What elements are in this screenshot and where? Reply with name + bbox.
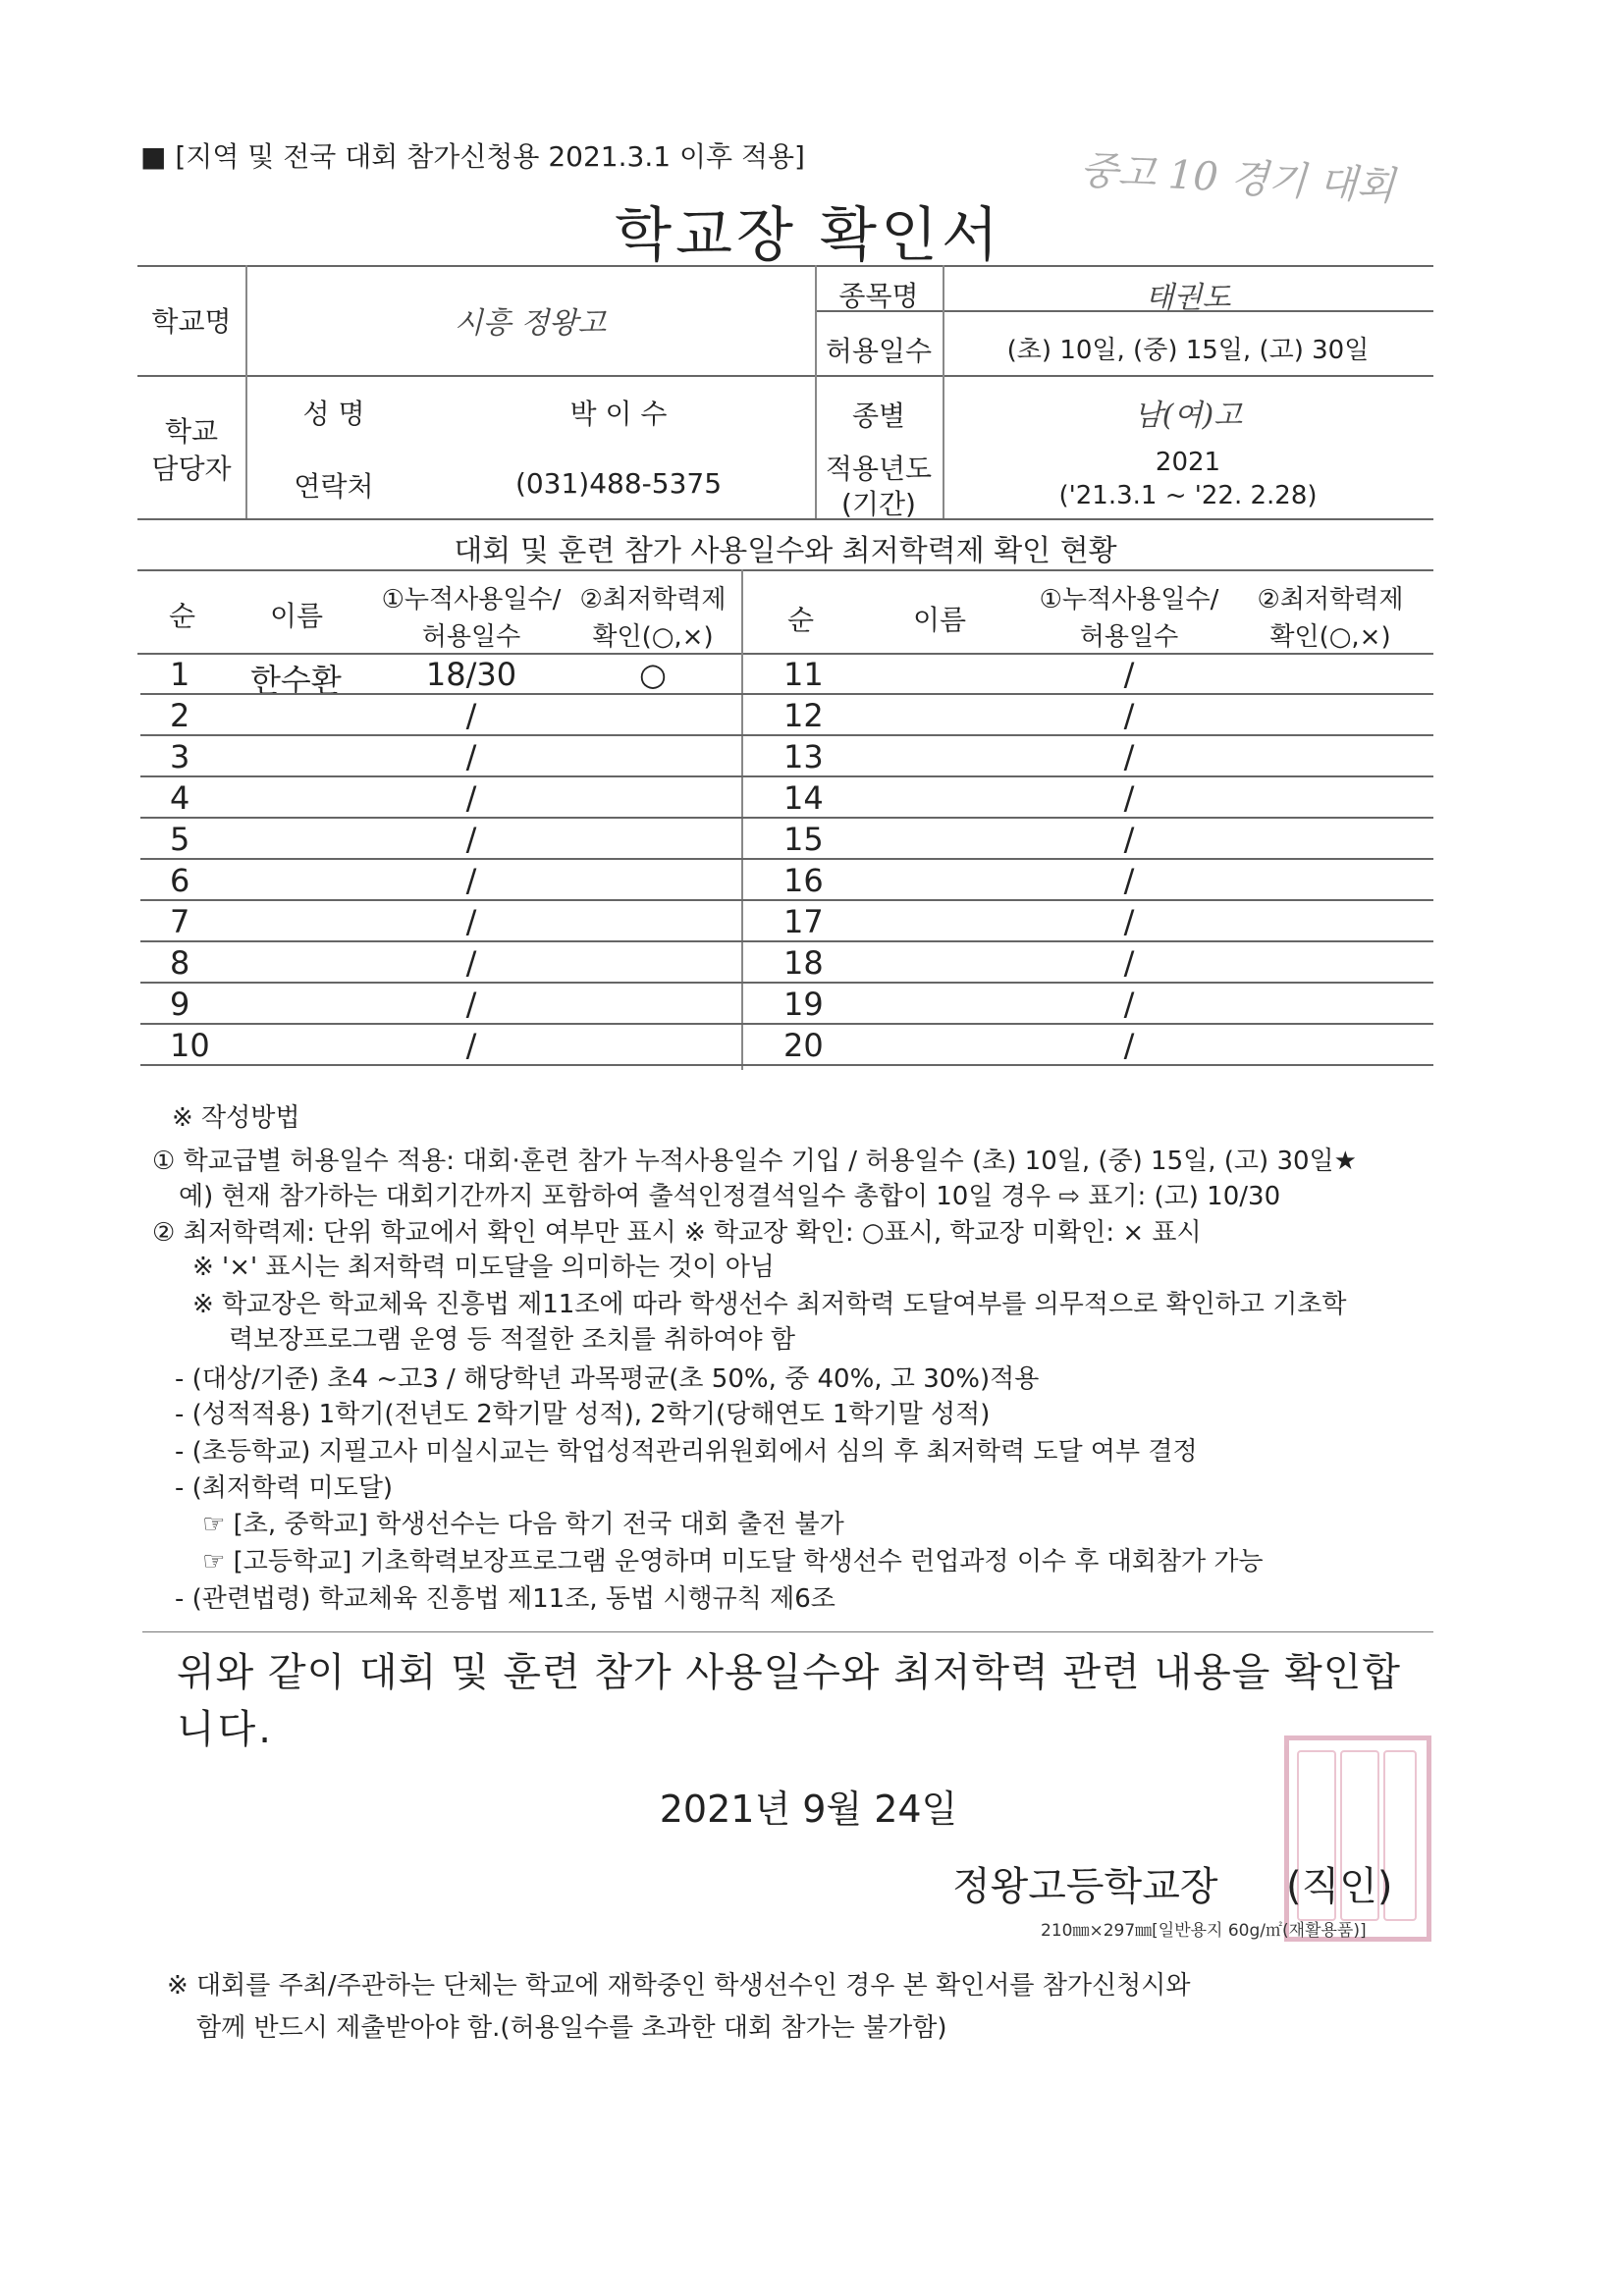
note-line: - (관련법령) 학교체육 진흥법 제11조, 동법 시행규칙 제6조 bbox=[175, 1584, 835, 1614]
table-row bbox=[140, 860, 1433, 901]
confirm-top-rule bbox=[142, 1631, 1433, 1632]
row-no: 13 bbox=[783, 738, 824, 775]
row-no: 7 bbox=[170, 903, 190, 940]
note-line: 예) 현재 참가하는 대회기간까지 포함하여 출석인정결석일수 총합이 10일 경우 ⇨ 표기: (고) 10/30 bbox=[179, 1182, 1281, 1211]
contact-label: 연락처 bbox=[294, 470, 374, 503]
handwritten-note: 중고 10 경기 대회 bbox=[1078, 147, 1396, 210]
row-used: / bbox=[1123, 862, 1135, 899]
note-line: - (최저학력 미도달) bbox=[175, 1473, 394, 1503]
row-used: / bbox=[465, 862, 477, 899]
status-table-top-rule bbox=[137, 569, 1433, 571]
manager-label-2: 담당자 bbox=[151, 453, 232, 485]
confirm-date: 2021년 9월 24일 bbox=[659, 1788, 958, 1831]
row-no: 14 bbox=[783, 779, 824, 817]
header-no-left: 순 bbox=[169, 600, 196, 632]
seal-label: (직인) bbox=[1286, 1864, 1393, 1909]
note-line: ※ 학교장은 학교체육 진흥법 제11조에 따라 학생선수 최저학력 도달여부를 의무적으로 확인하고 기초학 bbox=[192, 1290, 1347, 1319]
row-used: / bbox=[465, 697, 477, 734]
row-used: / bbox=[1123, 986, 1135, 1023]
row-no: 8 bbox=[170, 944, 190, 982]
school-label: 학교명 bbox=[151, 305, 232, 338]
table-row bbox=[140, 1025, 1433, 1066]
row-check: ○ bbox=[639, 656, 667, 693]
contact-value: (031)488-5375 bbox=[514, 467, 723, 500]
note-line: - (성적적용) 1학기(전년도 2학기말 성적), 2학기(당해연도 1학기말 성적) bbox=[175, 1400, 991, 1429]
row-no: 5 bbox=[170, 821, 190, 858]
row-used: / bbox=[1123, 903, 1135, 940]
row-used: / bbox=[465, 1027, 477, 1064]
event-value: 태권도 bbox=[1145, 281, 1231, 315]
row-no: 2 bbox=[170, 697, 190, 734]
note-line: - (대상/기준) 초4 ~고3 / 해당학년 과목평균(초 50%, 중 40%, 고 30%)적용 bbox=[175, 1364, 1040, 1394]
header-used-right-1: ①누적사용일수/ bbox=[1039, 585, 1219, 614]
row-used: / bbox=[465, 944, 477, 982]
table-row bbox=[140, 695, 1433, 736]
table-row bbox=[140, 736, 1433, 777]
row-used: 18/30 bbox=[425, 656, 517, 693]
row-no: 6 bbox=[170, 862, 190, 899]
year-value: 2021 bbox=[1155, 448, 1221, 477]
table-row bbox=[140, 777, 1433, 819]
row-used: / bbox=[1123, 738, 1135, 775]
table-row bbox=[140, 942, 1433, 984]
row-no: 1 bbox=[170, 656, 190, 693]
row-no: 18 bbox=[783, 944, 824, 982]
manager-label-1: 학교 bbox=[164, 415, 219, 448]
header-check-right-1: ②최저학력제 bbox=[1257, 585, 1404, 614]
row-no: 12 bbox=[783, 697, 824, 734]
row-used: / bbox=[1123, 944, 1135, 982]
note-line: ② 최저학력제: 단위 학교에서 확인 여부만 표시 ※ 학교장 확인: ○표시, 학교장 미확인: × 표시 bbox=[152, 1218, 1202, 1248]
header-check-left-1: ②최저학력제 bbox=[579, 585, 727, 614]
page-title: 학교장 확인서 bbox=[615, 201, 1002, 270]
header-used-right-2: 허용일수 bbox=[1079, 622, 1179, 652]
row-used: / bbox=[465, 779, 477, 817]
note-line: ☞ [고등학교] 기초학력보장프로그램 운영하며 미도달 학생선수 런업과정 이수 후 대회참가 가능 bbox=[202, 1547, 1264, 1576]
days-label: 허용일수 bbox=[825, 335, 933, 367]
table-row bbox=[140, 984, 1433, 1025]
row-no: 3 bbox=[170, 738, 190, 775]
row-no: 19 bbox=[783, 986, 824, 1023]
name-label: 성 명 bbox=[302, 398, 365, 430]
gender-value: 남(여)고 bbox=[1133, 399, 1243, 433]
table-row bbox=[140, 654, 1433, 699]
note-line: ※ '×' 표시는 최저학력 미도달을 의미하는 것이 아님 bbox=[192, 1253, 775, 1282]
row-no: 16 bbox=[783, 862, 824, 899]
row-used: / bbox=[1123, 697, 1135, 734]
row-used: / bbox=[1123, 821, 1135, 858]
row-no: 9 bbox=[170, 986, 190, 1023]
year-label-2: (기간) bbox=[841, 488, 916, 520]
event-label: 종목명 bbox=[838, 280, 919, 312]
table-row bbox=[140, 819, 1433, 860]
confirm-line-1: 위와 같이 대회 및 훈련 참가 사용일수와 최저학력 관련 내용을 확인합 bbox=[177, 1650, 1402, 1695]
table-row bbox=[140, 901, 1433, 942]
row-used: / bbox=[465, 738, 477, 775]
year-label-1: 적용년도 bbox=[825, 453, 933, 485]
note-line: ① 학교급별 허용일수 적용: 대회·훈련 참가 누적사용일수 기입 / 허용일수 (초) 10일, (중) 15일, (고) 30일★ bbox=[152, 1147, 1357, 1176]
footer-note-1: ※ 대회를 주최/주관하는 단체는 학교에 재학중인 학생선수인 경우 본 확인서를 참가신청시와 bbox=[167, 1971, 1191, 2001]
confirm-line-2: 니다. bbox=[177, 1707, 274, 1752]
gender-label: 종별 bbox=[851, 400, 906, 432]
paper-spec: 210㎜×297㎜[일반용지 60g/㎡(재활용품)] bbox=[1041, 1921, 1367, 1941]
row-used: / bbox=[1123, 656, 1135, 693]
note-line: ※ 작성방법 bbox=[172, 1103, 300, 1133]
header-no-right: 순 bbox=[787, 604, 815, 636]
footer-note-2: 함께 반드시 제출받아야 함.(허용일수를 초과한 대회 참가는 불가함) bbox=[196, 2013, 947, 2043]
header-check-right-2: 확인(○,×) bbox=[1269, 622, 1391, 652]
row-no: 10 bbox=[170, 1027, 210, 1064]
signer-name: 정왕고등학교장 bbox=[952, 1864, 1218, 1909]
row-no: 11 bbox=[783, 656, 824, 693]
period-value: ('21.3.1 ~ '22. 2.28) bbox=[1058, 481, 1318, 510]
note-line: ☞ [초, 중학교] 학생선수는 다음 학기 전국 대회 출전 불가 bbox=[202, 1510, 844, 1539]
school-value: 시흥 정왕고 bbox=[454, 306, 607, 341]
header-name-right: 이름 bbox=[913, 604, 967, 636]
row-no: 15 bbox=[783, 821, 824, 858]
header-name-left: 이름 bbox=[270, 600, 324, 632]
row-no: 20 bbox=[783, 1027, 824, 1064]
header-check-left-2: 확인(○,×) bbox=[592, 622, 714, 652]
row-no: 4 bbox=[170, 779, 190, 817]
row-no: 17 bbox=[783, 903, 824, 940]
row-used: / bbox=[465, 821, 477, 858]
row-used: / bbox=[465, 903, 477, 940]
header-note: ■ [지역 및 전국 대회 참가신청용 2021.3.1 이후 적용] bbox=[140, 140, 805, 173]
row-name: 한수환 bbox=[250, 662, 342, 699]
name-value: 박 이 수 bbox=[569, 398, 668, 430]
row-used: / bbox=[465, 986, 477, 1023]
days-value: (초) 10일, (중) 15일, (고) 30일 bbox=[1006, 336, 1370, 365]
note-line: 력보장프로그램 운영 등 적절한 조치를 취하여야 함 bbox=[229, 1325, 796, 1355]
header-used-left-1: ①누적사용일수/ bbox=[381, 585, 562, 614]
status-title: 대회 및 훈련 참가 사용일수와 최저학력제 확인 현황 bbox=[454, 534, 1117, 568]
header-used-left-2: 허용일수 bbox=[421, 622, 521, 652]
row-used: / bbox=[1123, 779, 1135, 817]
note-line: - (초등학교) 지필고사 미실시교는 학업성적관리위원회에서 심의 후 최저학력 도달 여부 결정 bbox=[175, 1437, 1198, 1467]
row-used: / bbox=[1123, 1027, 1135, 1064]
